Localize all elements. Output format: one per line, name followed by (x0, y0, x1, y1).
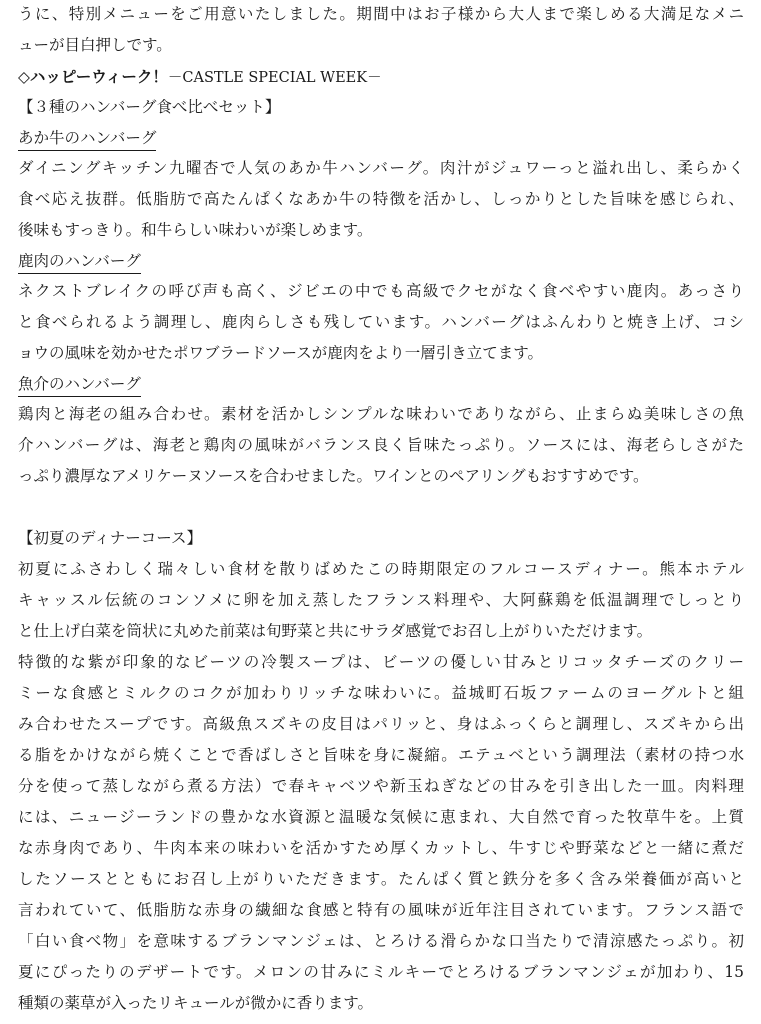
section-spacer (18, 492, 744, 523)
happy-week-title (18, 61, 744, 92)
set-heading: 【３種のハンバーグ食べ比べセット】 (18, 98, 281, 116)
item-heading-venison (18, 246, 744, 276)
dinner-line: ミーな食感とミルクのコクが加わりリッチな味わいに。益城町石坂ファームのヨーグルトと組 (18, 684, 744, 702)
item-description-line: 鶏肉と海老の組み合わせ。素材を活かしシンプルな味わいでありながら、止まらぬ美味しさの魚 (18, 405, 744, 423)
item-description-line: 食べ応え抜群。低脂肪で高たんぱくなあか牛の特徴を活かし、しっかりとした旨味を感じられ、 (18, 190, 744, 208)
dinner-course-heading: 【初夏のディナーコース】 (18, 529, 202, 547)
item-name: 魚介のハンバーグ (18, 373, 141, 397)
intro-line-1: うに、特別メニューをご用意いたしました。期間中はお子様から大人まで楽しめる大満足なメニ (18, 5, 744, 23)
item-description-line: 介ハンバーグは、海老と鶏肉の風味がバランス良く旨味たっぷり。ソースには、海老らしさがた (18, 436, 744, 454)
item-name: あか牛のハンバーグ (18, 127, 156, 151)
happy-week-title-prefix: ◇ハッピーウィーク！ (18, 67, 168, 86)
item-name: 鹿肉のハンバーグ (18, 250, 141, 274)
dinner-line: る脂をかけながら焼くことで香ばしさと旨味を身に凝縮。エテュベという調理法（素材の持つ水 (18, 746, 744, 764)
item-description-line: と食べられるよう調理し、鹿肉らしさも残しています。ハンバーグはふんわりと焼き上げ、コシ (18, 313, 744, 331)
intro-line-2: ューが目白押しです。 (18, 36, 172, 54)
dinner-line: 分を使って蒸しながら煮る方法）で春キャベツや新玉ねぎなどの甘みを引き出した一皿。肉料理 (18, 777, 744, 795)
dinner-line: 種類の薬草が入ったリキュールが微かに香ります。 (18, 994, 373, 1012)
article-body (18, 0, 744, 1019)
dinner-line: 初夏にふさわしく瑞々しい食材を散りばめたこの時期限定のフルコースディナー。熊本ホテル (18, 560, 744, 578)
item-description-line: ダイニングキッチン九曜杏で人気のあか牛ハンバーグ。肉汁がジュワーっと溢れ出し、柔らかく (18, 159, 744, 177)
dinner-line: 「白い食べ物」を意味するブランマンジェは、とろける滑らかな口当たりで清涼感たっぷり。初 (18, 932, 744, 950)
dinner-line: 特徴的な紫が印象的なビーツの冷製スープは、ビーツの優しい甘みとリコッタチーズのクリー (18, 653, 744, 671)
item-description-line: 後味もすっきり。和牛らしい味わいが楽しめます。 (18, 221, 373, 239)
item-description-line: ョウの風味を効かせたポワブラードソースが鹿肉をより一層引き立てます。 (18, 344, 543, 362)
item-description-line: ネクストブレイクの呼び声も高く、ジビエの中でも高級でクセがなく食べやすい鹿肉。あっさり (18, 282, 744, 300)
dinner-line: 夏にぴったりのデザートです。メロンの甘みにミルキーでとろけるブランマンジェが加わり、15 (18, 963, 744, 981)
item-heading-akaushi (18, 123, 744, 153)
item-description-line: っぷり濃厚なアメリケーヌソースを合わせました。ワインとのペアリングもおすすめです。 (18, 467, 649, 485)
dinner-line: 言われていて、低脂肪な赤身の繊細な食感と特有の風味が近年注目されています。フランス語で (18, 901, 744, 919)
dinner-line: な赤身肉であり、牛肉本来の味わいを活かすため厚くカットし、牛すじや野菜などと一緒に煮だ (18, 839, 744, 857)
dinner-line: と仕上げ白菜を筒状に丸めた前菜は旬野菜と共にサラダ感覚でお召し上がりいただけます。 (18, 622, 653, 640)
dinner-line: したソースとともにお召し上がりいただきます。たんぱく質と鉄分を多く含み栄養価が高いと (18, 870, 744, 888)
dinner-line: キャッスル伝統のコンソメに卵を加え蒸したフランス料理や、大阿蘇鶏を低温調理でしっとり (18, 591, 744, 609)
dinner-line: み合わせたスープです。高級魚スズキの皮目はパリッと、身はふっくらと調理し、スズキから出 (18, 715, 744, 733)
item-heading-seafood (18, 369, 744, 399)
dinner-line: には、ニュージーランドの豊かな水資源と温暖な気候に恵まれ、大自然で育った牧草牛を。上質 (18, 808, 744, 826)
happy-week-title-suffix: －CASTLE SPECIAL WEEK－ (167, 70, 382, 86)
